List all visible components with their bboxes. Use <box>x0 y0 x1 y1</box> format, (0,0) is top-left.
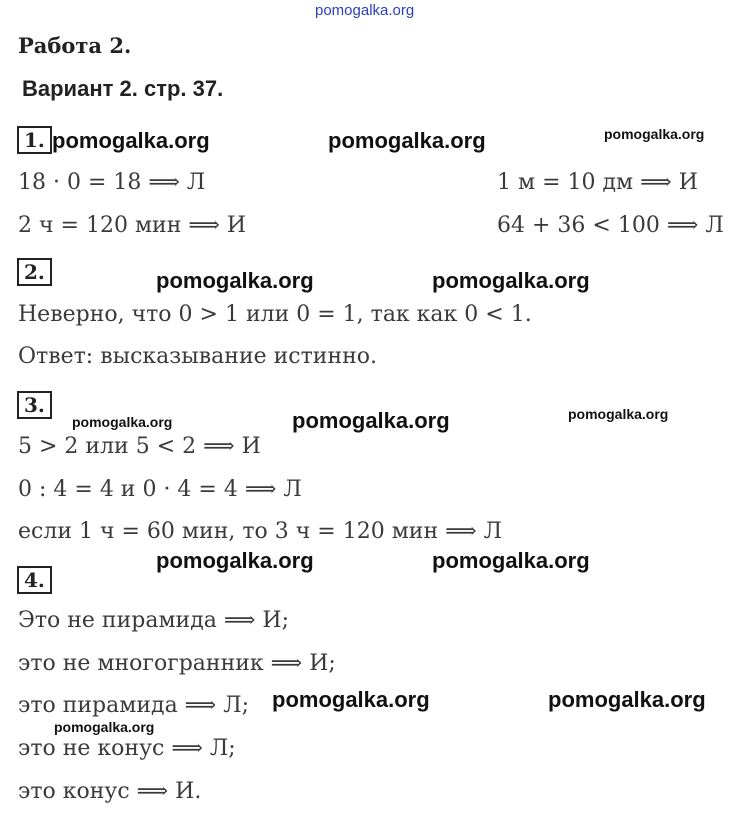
watermark: pomogalka.org <box>272 687 430 712</box>
task1-line-4: 64 + 36 < 100 ⟹ Л <box>497 213 724 238</box>
task-number-2: 2. <box>17 258 52 286</box>
watermark: pomogalka.org <box>604 126 705 142</box>
task2-line-2: Ответ: высказывание истинно. <box>18 344 378 369</box>
task-number-3: 3. <box>17 391 52 419</box>
task4-line-3: это пирамида ⟹ Л; <box>18 693 249 718</box>
task2-line-1: Неверно, что 0 > 1 или 0 = 1, так как 0 < 1. <box>18 302 532 327</box>
task-number-1: 1. <box>17 126 52 154</box>
watermark: pomogalka.org <box>54 719 155 735</box>
task1-line-2: 1 м = 10 дм ⟹ И <box>497 170 698 195</box>
task1-line-1: 18 · 0 = 18 ⟹ Л <box>18 170 206 195</box>
task3-line-3: если 1 ч = 60 мин, то 3 ч = 120 мин ⟹ Л <box>18 519 503 544</box>
watermark: pomogalka.org <box>52 128 210 153</box>
task4-line-2: это не многогранник ⟹ И; <box>18 651 336 676</box>
task4-line-5: это конус ⟹ И. <box>18 779 202 804</box>
watermark: pomogalka.org <box>432 548 590 573</box>
task4-line-4: это не конус ⟹ Л; <box>18 736 236 761</box>
watermark: pomogalka.org <box>568 406 669 422</box>
task-number-4: 4. <box>17 566 52 594</box>
task1-line-3: 2 ч = 120 мин ⟹ И <box>18 213 247 238</box>
variant-subtitle: Вариант 2. стр. 37. <box>22 76 224 101</box>
watermark: pomogalka.org <box>548 687 706 712</box>
task3-line-2: 0 : 4 = 4 и 0 · 4 = 4 ⟹ Л <box>18 477 302 502</box>
watermark: pomogalka.org <box>72 414 173 430</box>
task4-line-1: Это не пирамида ⟹ И; <box>18 608 290 633</box>
watermark-top: pomogalka.org <box>315 2 415 19</box>
page-title: Работа 2. <box>18 33 132 58</box>
watermark: pomogalka.org <box>432 268 590 293</box>
watermark: pomogalka.org <box>292 408 450 433</box>
task3-line-1: 5 > 2 или 5 < 2 ⟹ И <box>18 434 261 459</box>
watermark: pomogalka.org <box>328 128 486 153</box>
watermark: pomogalka.org <box>156 548 314 573</box>
watermark: pomogalka.org <box>156 268 314 293</box>
